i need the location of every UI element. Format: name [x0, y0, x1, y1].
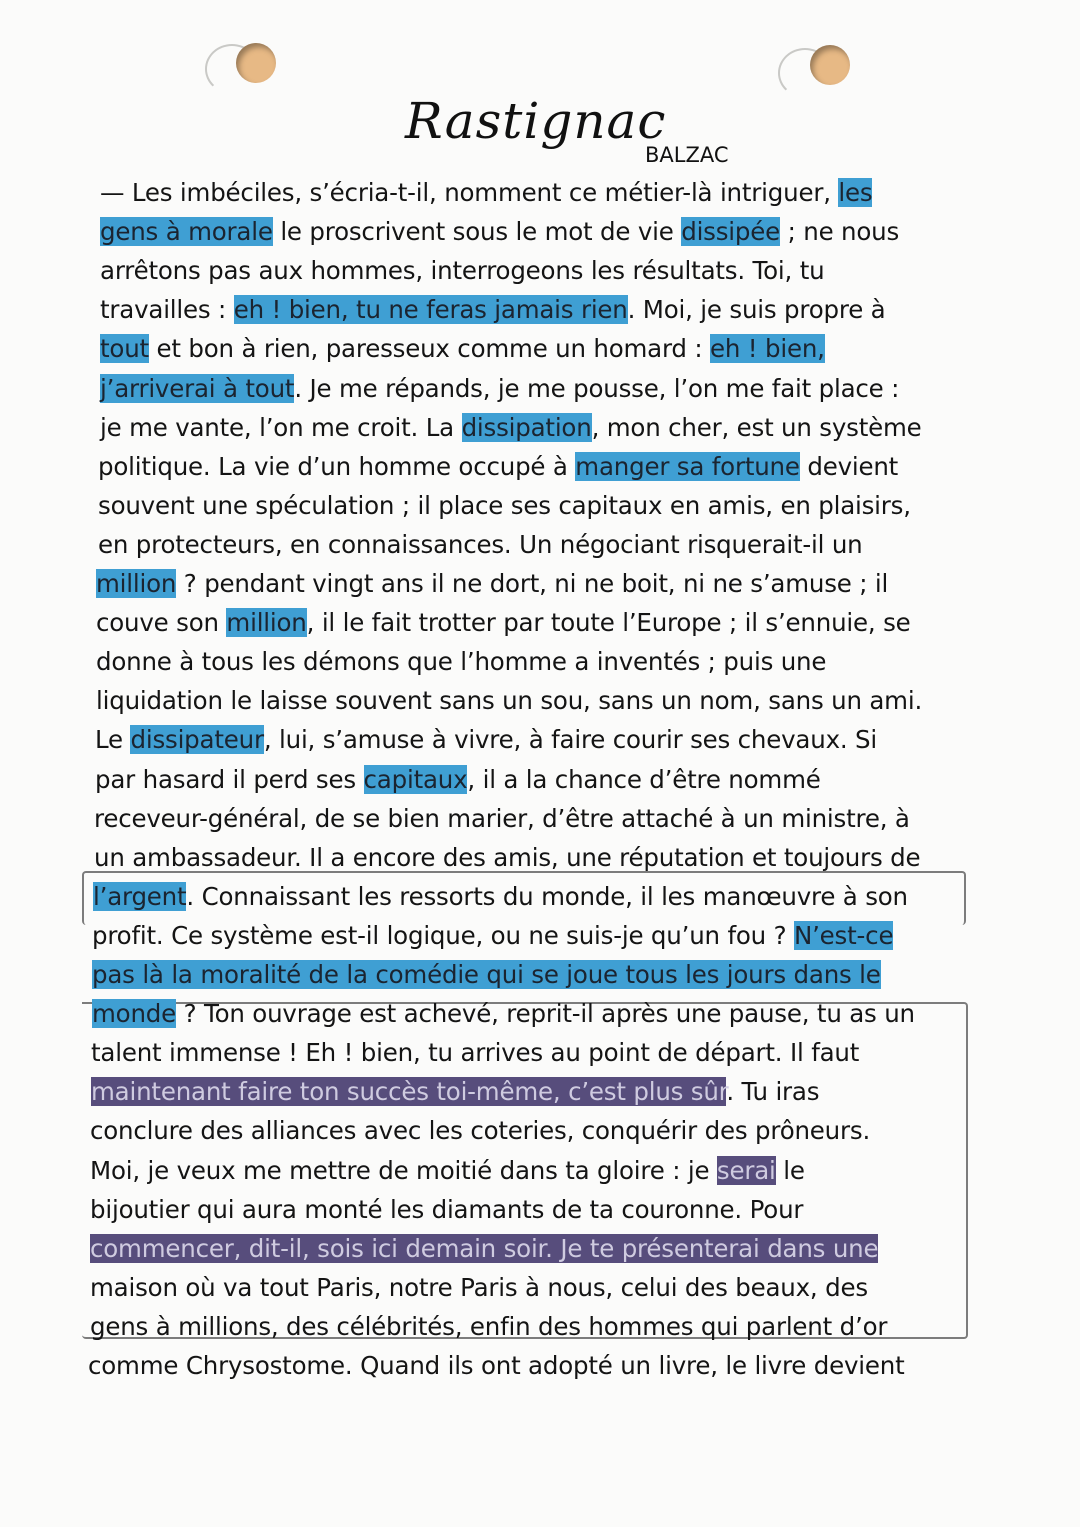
text-segment: le — [775, 1155, 805, 1185]
text-segment: , lui, s’amuse à vivre, à faire courir ses chevaux. Si — [263, 725, 878, 755]
text-segment: couve son — [96, 608, 227, 638]
text-line — [96, 565, 888, 602]
text-segment: bijoutier qui aura monté les diamants de ta couronne. Pour — [90, 1194, 804, 1224]
text-segment: et bon à rien, paresseux comme un homard : — [148, 334, 711, 364]
text-segment: ? pendant vingt ans il ne dort, ni ne boit, ni ne s’amuse ; il — [176, 569, 889, 598]
text-segment: . Je me répands, je me pousse, l’on me fait place : — [294, 373, 900, 403]
text-line — [88, 1347, 905, 1384]
text-line — [94, 839, 920, 876]
text-segment: ; ne nous — [780, 217, 900, 247]
text-line — [100, 213, 899, 250]
text-segment: arrêtons pas aux hommes, interrogeons les résultats. Toi, tu — [100, 256, 825, 286]
highlight-blue: dissipée — [681, 217, 781, 247]
text-line — [98, 526, 863, 563]
text-segment: conclure des alliances avec les coteries, conquérir des prôneurs. — [90, 1116, 871, 1146]
text-line — [92, 956, 881, 993]
highlight-blue: eh ! bien, — [710, 334, 825, 364]
punch-hole-left — [236, 43, 276, 83]
text-segment: talent immense ! Eh ! bien, tu arrives au point de départ. Il faut — [91, 1038, 860, 1068]
highlight-blue: manger sa fortune — [575, 451, 800, 481]
text-segment: . Moi, je suis propre à — [627, 295, 886, 325]
text-line — [91, 1034, 859, 1071]
text-line — [100, 174, 872, 211]
text-segment: politique. La vie d’un homme occupé à — [98, 451, 576, 481]
text-segment: Le — [95, 725, 131, 755]
highlight-purple: serai — [716, 1155, 776, 1185]
text-line — [98, 487, 911, 524]
text-line — [96, 604, 911, 641]
text-line — [92, 917, 893, 954]
text-segment: liquidation le laisse souvent sans un sou, sans un nom, sans un ami. — [96, 686, 923, 716]
highlight-blue: tout — [100, 334, 149, 364]
text-line — [94, 800, 910, 837]
text-line — [100, 330, 825, 367]
text-segment: receveur-général, de se bien marier, d’être attaché à un ministre, à — [94, 803, 910, 833]
text-segment: , il a la chance d’être nommé — [467, 764, 821, 794]
text-line — [100, 291, 885, 328]
highlight-blue: dissipation — [461, 412, 592, 442]
highlight-purple: commencer, dit-il, sois ici demain soir. Je te présenterai dans une — [90, 1233, 879, 1263]
text-segment: gens à millions, des célébrités, enfin des hommes qui parlent d’or — [90, 1311, 888, 1341]
text-line — [92, 995, 915, 1032]
text-segment: par hasard il perd ses — [95, 764, 364, 794]
text-line — [96, 682, 922, 719]
highlight-blue: pas là la moralité de la comédie qui se joue tous les jours dans le — [92, 960, 881, 989]
highlight-purple: maintenant faire ton succès toi-même, c’est plus sûr — [91, 1077, 727, 1107]
text-segment: , il le fait trotter par toute l’Europe ; il s’ennuie, se — [306, 608, 911, 638]
text-line — [90, 1230, 878, 1267]
text-line — [93, 878, 908, 915]
text-line — [100, 409, 922, 446]
text-segment: un ambassadeur. Il a encore des amis, une réputation et toujours de — [94, 842, 921, 872]
text-segment: donne à tous les démons que l’homme a inventés ; puis une — [96, 647, 827, 677]
highlight-blue: j’arriverai à tout — [100, 373, 295, 403]
highlight-blue: eh ! bien, tu ne feras jamais rien — [233, 295, 628, 325]
text-line — [90, 1308, 887, 1345]
text-segment: le proscrivent sous le mot de vie — [272, 217, 682, 247]
text-line — [95, 761, 821, 798]
highlight-blue: gens à morale — [100, 217, 273, 247]
highlight-blue: l’argent — [93, 881, 187, 911]
text-line — [91, 1073, 819, 1110]
text-segment: je me vante, l’on me croit. La — [100, 412, 462, 442]
text-segment: . Tu iras — [726, 1077, 820, 1107]
text-segment: comme Chrysostome. Quand ils ont adopté un livre, le livre devient — [88, 1351, 905, 1380]
text-line — [90, 1191, 803, 1228]
page-title: Rastignac — [405, 92, 667, 150]
text-segment: travailles : — [100, 295, 234, 325]
text-line — [96, 643, 826, 680]
text-segment: en protecteurs, en connaissances. Un négociant risquerait-il un — [98, 529, 863, 559]
highlight-blue: dissipateur — [130, 725, 264, 755]
text-line — [100, 252, 824, 289]
text-segment: souvent une spéculation ; il place ses capitaux en amis, en plaisirs, — [98, 490, 911, 520]
highlight-blue: N’est-ce — [793, 920, 894, 950]
highlight-blue: million — [96, 569, 177, 598]
text-line — [90, 1152, 805, 1189]
text-segment: . Connaissant les ressorts du monde, il les manœuvre à son — [186, 881, 908, 911]
text-line — [98, 448, 898, 485]
highlight-blue: monde — [92, 999, 177, 1029]
text-segment: — Les imbéciles, s’écria-t-il, nomment ce métier-là intriguer, — [100, 178, 839, 207]
author-name: BALZAC — [645, 143, 729, 167]
text-segment: ? Ton ouvrage est achevé, reprit-il après une pause, tu as un — [176, 999, 915, 1029]
text-segment: devient — [799, 451, 899, 481]
text-segment: Moi, je veux me mettre de moitié dans ta gloire : je — [90, 1155, 717, 1185]
highlight-blue: capitaux — [363, 764, 468, 794]
text-line — [90, 1112, 870, 1149]
text-line — [90, 1269, 868, 1306]
highlight-blue: les — [838, 178, 873, 207]
text-segment: , mon cher, est un système — [591, 412, 922, 442]
text-segment: maison où va tout Paris, notre Paris à nous, celui des beaux, des — [90, 1272, 868, 1302]
punch-hole-right — [810, 45, 850, 85]
text-line — [100, 370, 899, 407]
highlight-blue: million — [226, 608, 307, 638]
text-segment: profit. Ce système est-il logique, ou ne suis-je qu’un fou ? — [92, 920, 794, 950]
text-line — [95, 721, 877, 758]
